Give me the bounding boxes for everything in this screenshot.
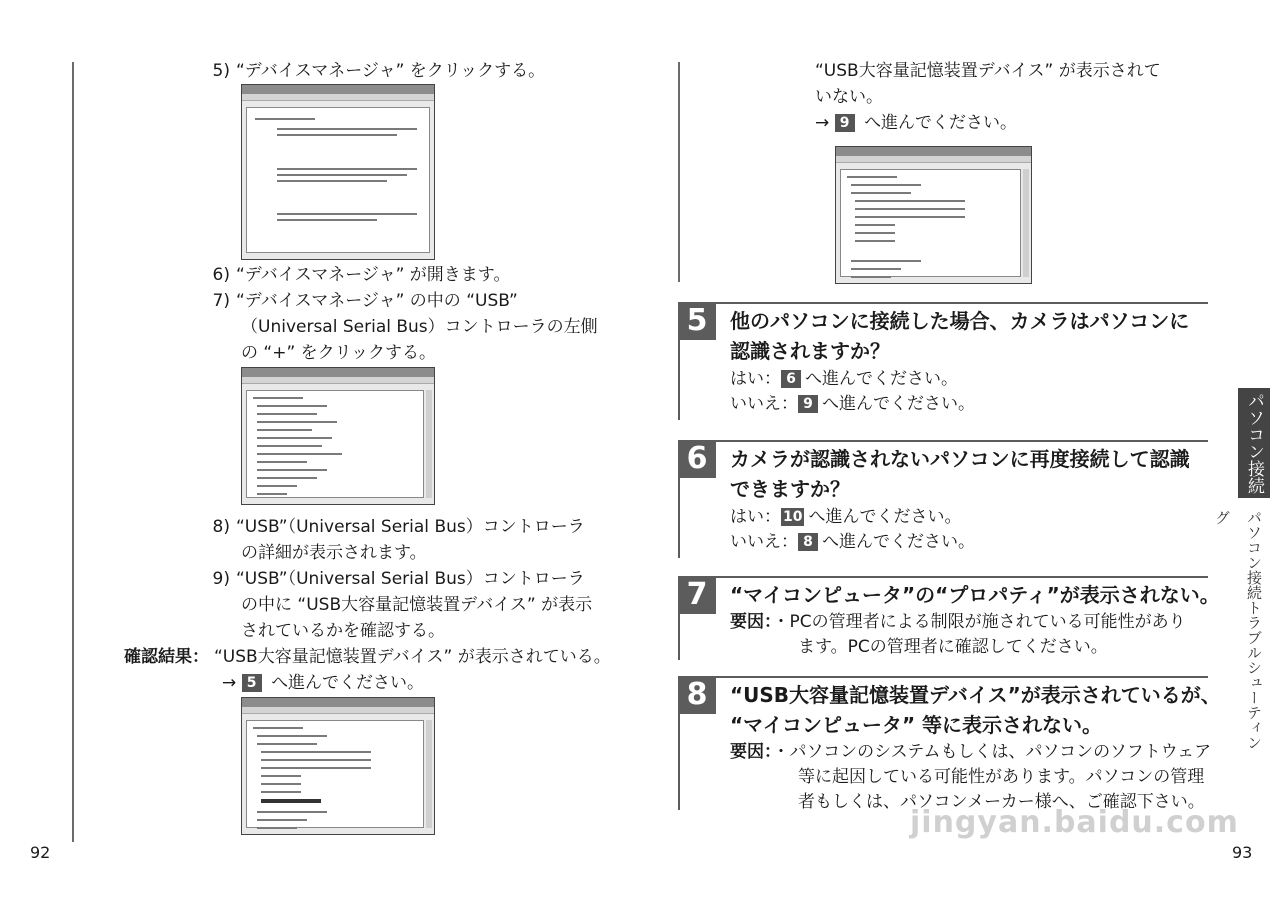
question-title: カメラが認識されないパソコンに再度接続して認識: [730, 447, 1190, 471]
step-badge: 8: [798, 533, 818, 551]
step-number: 6): [212, 265, 230, 285]
result-goto: [222, 670, 424, 696]
step-text: されているかを確認する。: [241, 621, 445, 641]
goto-text: へ進んでください。: [271, 673, 425, 693]
result-label: 確認結果：: [124, 647, 209, 667]
right-text: いない。: [815, 87, 883, 107]
step-text: （Universal Serial Bus）コントローラの左側: [241, 317, 598, 337]
question-section: [678, 302, 1208, 420]
section-number: 6: [678, 440, 716, 478]
step-badge: 10: [783, 509, 803, 525]
question-title: 認識されますか？: [730, 339, 890, 363]
cause-line: 等に起因している可能性があります。パソコンの管理: [798, 767, 1205, 787]
step-badge: 9: [835, 114, 855, 132]
step-badge: 6: [781, 370, 801, 388]
page-number-right: 93: [1232, 843, 1253, 862]
question-title: “マイコンピュータ” 等に表示されない。: [730, 713, 1103, 737]
question-title: 他のパソコンに接続した場合、カメラはパソコンに: [730, 309, 1190, 333]
step-number: 8): [212, 517, 230, 537]
left-margin-rule: [72, 62, 74, 842]
step-text: “デバイスマネージャ” の中の “USB”: [236, 291, 518, 311]
device-manager-expanded-screenshot: [241, 697, 435, 835]
question-section: [678, 440, 1208, 558]
step-text: “デバイスマネージャ” をクリックする。: [236, 61, 546, 81]
question-title: “USB大容量記憶装置デバイス”が表示されているが、: [730, 683, 1221, 707]
answer-no: いいえ： 9 へ進んでください。: [730, 394, 975, 414]
cause-line: ます。PCの管理者に確認してください。: [798, 637, 1108, 657]
section-tab: パソコン接続トラブルシューティング: [1213, 510, 1263, 750]
right-top-rule: [678, 62, 680, 282]
step-badge: 9: [798, 395, 818, 413]
question-section: [678, 676, 1221, 812]
step-text: “USB”（Universal Serial Bus）コントローラ: [236, 517, 585, 537]
step-text: の中に “USB大容量記憶装置デバイス” が表示: [241, 595, 593, 615]
watermark: jingyan.baidu.com: [910, 805, 1239, 840]
cause-line: 要因：・パソコンのシステムもしくは、パソコンのソフトウェア: [730, 742, 1212, 762]
arrow-icon: →: [815, 113, 830, 133]
step-number: 7): [212, 291, 230, 311]
answer-yes: はい： 6 へ進んでください。: [730, 369, 958, 389]
answer-yes: はい： 10 へ進んでください。: [730, 507, 962, 527]
result-text: “USB大容量記憶装置デバイス” が表示されている。: [214, 647, 611, 667]
cause-line: 者もしくは、パソコンメーカー様へ、ご確認下さい。: [798, 792, 1205, 812]
page-number-left: 92: [30, 843, 51, 862]
section-number: 7: [678, 576, 716, 614]
goto-text: へ進んでください。: [864, 113, 1018, 133]
device-manager-screenshot: [241, 367, 435, 505]
question-section: [678, 576, 1220, 660]
device-manager-no-storage-screenshot: [835, 146, 1032, 284]
section-number: 8: [678, 676, 716, 714]
right-text: “USB大容量記憶装置デバイス” が表示されて: [815, 61, 1161, 81]
right-goto: [815, 110, 1017, 136]
chapter-tab: パソコン接続編: [1238, 388, 1270, 498]
section-number: 5: [678, 302, 716, 340]
step-text: “デバイスマネージャ” が開きます。: [236, 265, 511, 285]
system-properties-screenshot: [241, 84, 435, 260]
cause-line: 要因：・PCの管理者による制限が施されている可能性があり: [730, 612, 1186, 632]
step-badge: 5: [242, 674, 262, 692]
step-number: 9): [212, 569, 230, 589]
step-text: の “+” をクリックする。: [241, 343, 436, 363]
step-text: “USB”（Universal Serial Bus）コントローラ: [236, 569, 585, 589]
question-title: “マイコンピュータ”の“プロパティ”が表示されない。: [730, 583, 1220, 607]
answer-no: いいえ： 8 へ進んでください。: [730, 532, 975, 552]
step-text: の詳細が表示されます。: [241, 543, 427, 563]
arrow-icon: →: [222, 673, 237, 693]
step-number: 5): [212, 61, 230, 81]
question-title: できますか？: [730, 477, 850, 501]
